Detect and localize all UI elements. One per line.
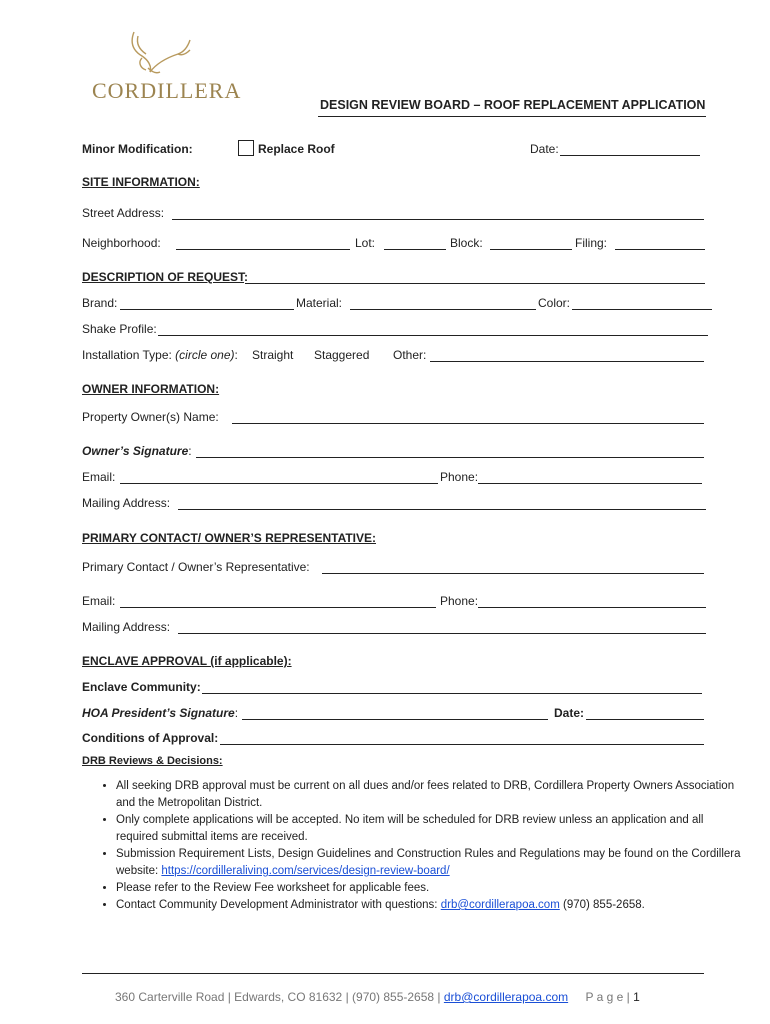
other-field[interactable]: [430, 361, 704, 362]
material-label: Material:: [296, 296, 343, 310]
drb-website-link[interactable]: https://cordilleraliving.com/services/design-review-board/: [161, 865, 450, 877]
drb-bullet-list: [96, 778, 746, 914]
drb-bullet-complete: • Only complete applications will be accepted. No item will be scheduled for DRB review unless an application and all required submittal items are received.: [116, 812, 746, 846]
owner-email-label: Email:: [82, 470, 116, 484]
hoa-signature-label: HOA President’s Signature:: [82, 706, 239, 720]
lot-label: Lot:: [355, 236, 376, 250]
hoa-date-field[interactable]: [586, 719, 704, 720]
material-field[interactable]: [350, 309, 536, 310]
brand-field[interactable]: [120, 309, 294, 310]
footer: [115, 990, 640, 1004]
block-field[interactable]: [490, 249, 572, 250]
primary-contact-heading: PRIMARY CONTACT/ OWNER’S REPRESENTATIVE:: [82, 531, 377, 545]
owner-info-heading: OWNER INFORMATION:: [82, 382, 220, 396]
owner-signature-field[interactable]: [196, 457, 704, 458]
drb-bullet-submission: • Submission Requirement Lists, Design Guidelines and Construction Rules and Regulations may be found on the Cordillera website: https://cordilleraliving.com/services/design-review-board/: [116, 846, 746, 880]
description-field[interactable]: [245, 283, 705, 284]
brand-label: Brand:: [82, 296, 118, 310]
owner-email-field[interactable]: [120, 483, 438, 484]
property-owner-label: Property Owner(s) Name:: [82, 410, 219, 424]
shake-profile-field[interactable]: [158, 335, 708, 336]
footer-email-link[interactable]: drb@cordillerapoa.com: [443, 990, 569, 1004]
owner-signature-label: Owner’s Signature:: [82, 444, 192, 458]
lot-field[interactable]: [384, 249, 446, 250]
footer-page-number: 1: [633, 990, 640, 1004]
minor-modification-label: Minor Modification:: [82, 142, 193, 156]
logo-wordmark: CORDILLERA: [92, 78, 242, 103]
representative-label: Primary Contact / Owner’s Representative:: [82, 560, 310, 574]
other-label: Other:: [393, 348, 427, 362]
drb-bullet-dues: • All seeking DRB approval must be current on all dues and/or fees related to DRB, Cordillera Property Owners Association and the Metropolitan District.: [116, 778, 746, 812]
color-label: Color:: [538, 296, 571, 310]
owner-mailing-field[interactable]: [178, 509, 706, 510]
date-label: Date:: [530, 142, 559, 156]
color-field[interactable]: [572, 309, 712, 310]
rep-mailing-label: Mailing Address:: [82, 620, 171, 634]
rep-email-field[interactable]: [120, 607, 436, 608]
straight-option[interactable]: Straight: [252, 348, 294, 362]
site-info-heading: SITE INFORMATION:: [82, 175, 200, 189]
enclave-community-label: Enclave Community:: [82, 680, 201, 694]
title-rule: [318, 116, 706, 117]
street-address-label: Street Address:: [82, 206, 165, 220]
owner-mailing-label: Mailing Address:: [82, 496, 171, 510]
hoa-date-label: Date:: [554, 706, 585, 720]
rep-mailing-field[interactable]: [178, 633, 706, 634]
installation-type-label: Installation Type: (circle one):: [82, 348, 238, 362]
conditions-label: Conditions of Approval:: [82, 731, 219, 745]
street-address-field[interactable]: [172, 219, 704, 220]
drb-bullet-fees: • Please refer to the Review Fee worksheet for applicable fees.: [116, 880, 746, 897]
page-title: DESIGN REVIEW BOARD – ROOF REPLACEMENT APPLICATION: [320, 98, 706, 112]
rep-email-label: Email:: [82, 594, 116, 608]
owner-phone-label: Phone:: [440, 470, 479, 484]
description-heading: DESCRIPTION OF REQUEST:: [82, 270, 249, 284]
replace-roof-checkbox[interactable]: [238, 140, 254, 156]
footer-page-label: P a g e |: [585, 990, 630, 1004]
block-label: Block:: [450, 236, 483, 250]
enclave-approval-heading: ENCLAVE APPROVAL (if applicable):: [82, 654, 292, 668]
footer-rule: [82, 973, 704, 974]
rep-phone-field[interactable]: [478, 607, 706, 608]
date-field[interactable]: [560, 155, 700, 156]
enclave-community-field[interactable]: [202, 693, 702, 694]
replace-roof-label: Replace Roof: [258, 142, 335, 156]
filing-label: Filing:: [575, 236, 608, 250]
owner-phone-field[interactable]: [478, 483, 702, 484]
neighborhood-label: Neighborhood:: [82, 236, 161, 250]
drb-email-link[interactable]: drb@cordillerapoa.com: [440, 899, 560, 911]
filing-field[interactable]: [615, 249, 705, 250]
neighborhood-field[interactable]: [176, 249, 350, 250]
drb-bullet-contact: • Contact Community Development Administrator with questions: drb@cordillerapoa.com (970) 855-2658.: [116, 897, 746, 914]
property-owner-field[interactable]: [232, 423, 704, 424]
shake-profile-label: Shake Profile:: [82, 322, 157, 336]
footer-address: 360 Carterville Road | Edwards, CO 81632 | (970) 855-2658 |: [115, 990, 441, 1004]
rep-phone-label: Phone:: [440, 594, 479, 608]
representative-field[interactable]: [322, 573, 704, 574]
drb-heading: DRB Reviews & Decisions:: [82, 755, 223, 767]
staggered-option[interactable]: Staggered: [314, 348, 370, 362]
conditions-field[interactable]: [220, 744, 704, 745]
hoa-signature-field[interactable]: [242, 719, 548, 720]
